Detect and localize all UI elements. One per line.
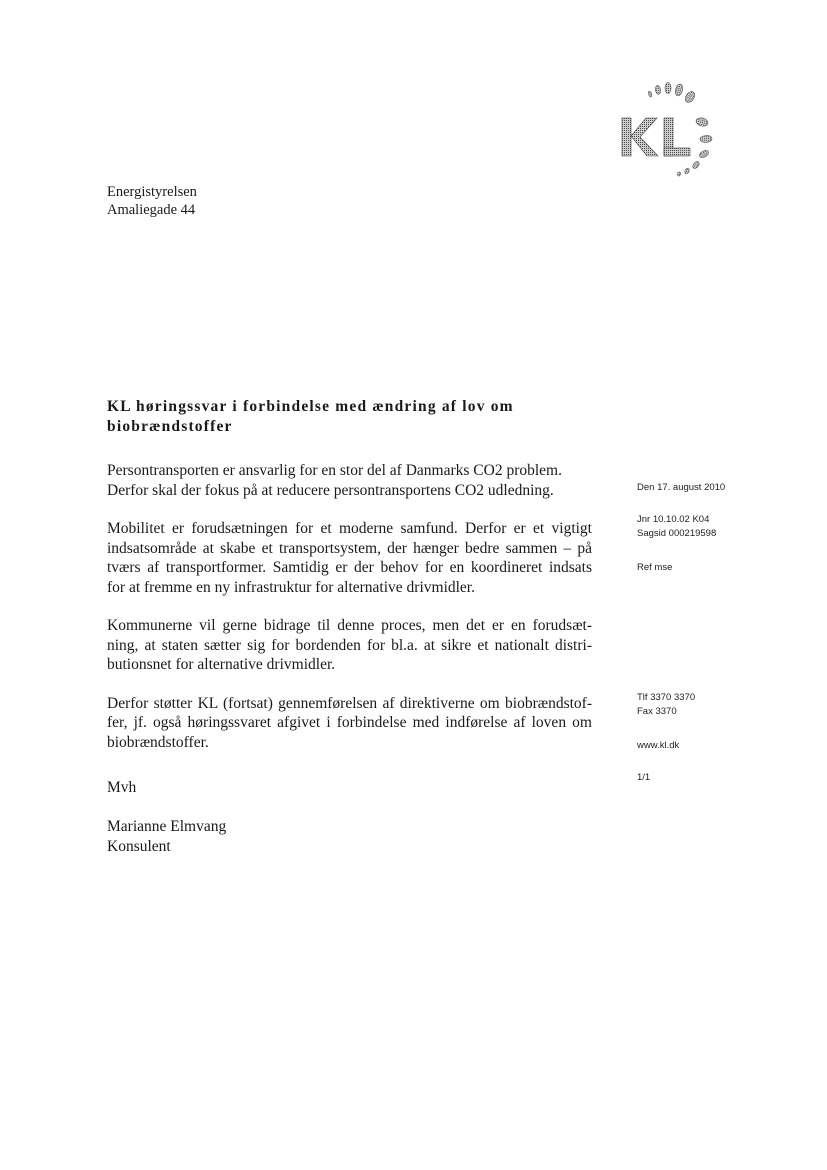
paragraph-line: indsatsområde at skabe et transportsystem, der hænger bedre sammen – på bbox=[107, 539, 592, 557]
paragraph-line: for at fremme en ny infrastruktur for alternative drivmidler. bbox=[107, 578, 475, 596]
paragraph-line: biobrændstoffer. bbox=[107, 733, 209, 751]
kl-logo-graphic bbox=[612, 80, 727, 180]
paragraph-line: tværs af transportformer. Samtidig er der behov for en koordineret indsats bbox=[107, 559, 592, 576]
paragraph-1 bbox=[107, 461, 592, 500]
paragraph-line: ning, at staten sætter sig for bordenden for bl.a. at sikre et nationalt distri- bbox=[107, 636, 592, 654]
letter-title-line-2: biobrændstoffer bbox=[107, 418, 233, 435]
phone-number: Tlf 3370 3370 bbox=[637, 692, 696, 703]
paragraph-line: butionsnet for alternative drivmidler. bbox=[107, 656, 336, 673]
fax-number: Fax 3370 bbox=[637, 706, 677, 717]
paragraph-line: Mobilitet er forudsætningen for et moderne samfund. Derfor er et vigtigt bbox=[107, 520, 592, 537]
letter-date: Den 17. august 2010 bbox=[637, 482, 726, 493]
paragraph-line: Derfor skal der fokus på at reducere persontransportens CO2 udledning. bbox=[107, 481, 554, 499]
paragraph-line: fer, jf. også høringssvaret afgivet i forbindelse med indførelse af loven om bbox=[107, 714, 592, 731]
signer-name: Marianne Elmvang bbox=[107, 818, 227, 835]
reference: Ref mse bbox=[637, 562, 673, 573]
paragraph-3 bbox=[107, 616, 592, 675]
signer-role: Konsulent bbox=[107, 837, 171, 855]
letter-body bbox=[107, 461, 592, 771]
journal-number: Jnr 10.10.02 K04 bbox=[637, 514, 710, 525]
paragraph-4 bbox=[107, 694, 592, 753]
paragraph-line: Kommunerne vil gerne bidrage til denne proces, men det er en forudsæt- bbox=[107, 617, 592, 634]
letter-title-line-1: KL høringssvar i forbindelse med ændring af lov om bbox=[107, 398, 514, 415]
letter-title bbox=[107, 397, 577, 437]
website-link[interactable]: www.kl.dk bbox=[637, 740, 680, 751]
page-number: 1/1 bbox=[637, 772, 651, 783]
recipient-street: Amaliegade 44 bbox=[107, 202, 196, 218]
kl-logo bbox=[612, 80, 727, 180]
recipient-name: Energistyrelsen bbox=[107, 184, 197, 200]
closing-greeting: Mvh bbox=[107, 779, 137, 796]
paragraph-2 bbox=[107, 519, 592, 597]
paragraph-line: Derfor støtter KL (fortsat) gennemførelsen af direktiverne om biobrændstof- bbox=[107, 694, 592, 712]
case-id: Sagsid 000219598 bbox=[637, 528, 717, 539]
signature-block bbox=[107, 817, 226, 856]
recipient-address bbox=[107, 183, 197, 219]
paragraph-line: Persontransporten er ansvarlig for en stor del af Danmarks CO2 problem. bbox=[107, 462, 562, 479]
